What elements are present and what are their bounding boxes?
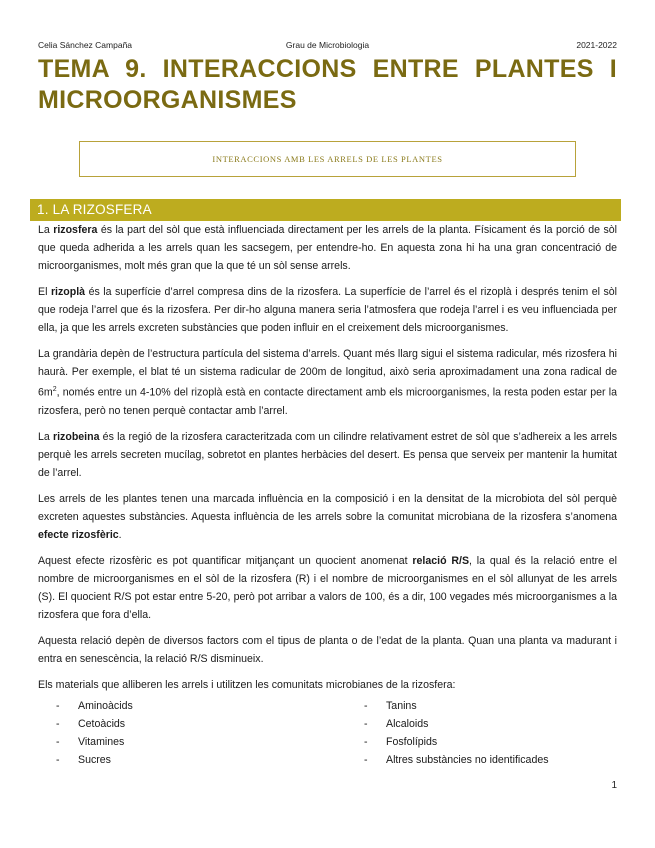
bullet-dash: -: [364, 754, 368, 766]
text-run: La grandària depèn de l’estructura partícula del sistema d’arrels. Quant més llarg sigui el sistema radicular, més rizosfera hi haurà. Per exemple, el blat té un sistema radicular de 200m de longitud, això seria aproximadament una zona radical de 6m: [38, 348, 617, 399]
paragraph-efecte: [38, 490, 617, 544]
list-item: [56, 751, 133, 769]
section-heading: 1. LA RIZOSFERA: [30, 199, 621, 221]
list-item: [56, 733, 133, 751]
list-item: [364, 751, 549, 769]
text-run: és la part del sòl que està influenciada directament per les arrels de la planta. Físicament és la porció de sòl que queda adherida a les arrels quan les sacsegem, per entendre-ho. En aquesta zona hi ha una gran concentració de microorganismes, molt més gran que la que té un sòl sense arrels.: [38, 224, 617, 272]
bullet-dash: -: [56, 754, 60, 766]
page-number: 1: [611, 780, 617, 791]
text-run: Aquest efecte rizosfèric es pot quantificar mitjançant un quocient anomenat: [38, 554, 413, 567]
list-item-text: Altres substàncies no identificades: [386, 754, 549, 766]
text-run: és la regió de la rizosfera caracteritzada com un cilindre relativament estret de sòl que s’adhereix a les arrels perquè les arrels secreten mucílag, sobretot en plantes herbàcies del desert. Es pensa que serveix per mantenir la humitat de l’arrel.: [38, 430, 617, 479]
term-bold: efecte rizosfèric: [38, 528, 119, 541]
list-item-text: Cetoàcids: [78, 718, 126, 730]
text-run: El: [38, 286, 51, 298]
text-run: La: [38, 430, 53, 443]
text-run: .: [118, 528, 122, 541]
paragraph-relacio: [38, 552, 617, 624]
term-bold: relació R/S: [412, 554, 470, 567]
list-item-text: Tanins: [386, 700, 417, 712]
superscript: 2: [52, 386, 57, 393]
header-year: 2021-2022: [576, 40, 617, 50]
document-title: TEMA 9. INTERACCIONS ENTRE PLANTES I MICROORGANISMES: [38, 55, 617, 114]
text-run: , només entre un 4-10% del rizoplà està en contacte directament amb els microorganismes, la resta poden estar per la rizosfera, però no tenen perquè contactar amb l’arrel.: [38, 386, 617, 417]
text-run: La: [38, 224, 54, 236]
list-left: [56, 697, 133, 769]
text-run: , la qual és la relació entre el nombre de microorganismes en el sòl de la rizosfera (R) i el nombre de microorganismes en el sòl allunyat de les arrels (S). El quocient R/S pot estar entre 5-20, però pot arribar a valors de 100, és a dir, 100 vegades més microorganismes a la rizosfera que fora d’ella.: [38, 554, 618, 621]
boxed-heading-text: INTERACCIONS AMB LES ARRELS DE LES PLANTES: [212, 154, 443, 164]
list-right: [364, 697, 549, 769]
list-item: [364, 715, 549, 733]
list-item-text: Aminoàcids: [78, 700, 133, 712]
bullet-dash: -: [364, 718, 368, 730]
paragraph-grandaria: [38, 345, 617, 420]
list-item: [56, 697, 133, 715]
bullet-dash: -: [364, 736, 368, 748]
text-run: Les arrels de les plantes tenen una marcada influència en la composició i en la densitat de la microbiota del sòl perquè excreten aquestes substàncies. Aquesta influència de les arrels sobre la comunitat microbiana de la rizosfera s’anomena: [38, 492, 617, 523]
header-author: Celia Sánchez Campaña: [38, 40, 133, 50]
bullet-dash: -: [56, 700, 60, 712]
list-item-text: Sucres: [78, 754, 111, 766]
text-run: és la superfície d’arrel compresa dins de la rizosfera. La superfície de l’arrel és el rizoplà i després tenim el sòl que rodeja l’arrel que és la rizosfera. Per dir-ho alguna manera seria l’atmosfera que rodeja l’arrel i es veu influenciada per ella, ja que les arrels excreten substàncies que poden influir en el creixement dels microorganismes.: [38, 286, 617, 334]
body-text: [38, 221, 617, 702]
term-bold: rizosfera: [53, 224, 98, 236]
list-item-text: Alcaloids: [386, 718, 429, 730]
bullet-dash: -: [56, 718, 60, 730]
boxed-heading: [79, 141, 576, 177]
term-bold: rizoplà: [50, 286, 86, 298]
paragraph-materials: Els materials que alliberen les arrels i utilitzen les comunitats microbianes de la rizosfera:: [38, 678, 456, 691]
list-item-text: Vitamines: [78, 736, 125, 748]
bullet-dash: -: [56, 736, 60, 748]
term-bold: rizobeina: [52, 430, 100, 443]
paragraph-rizobeina: [38, 428, 617, 482]
paragraph-factors: Aquesta relació depèn de diversos factors com el tipus de planta o de l’edat de la planta. Quan una planta va madurant i entra en senescència, la relació R/S disminueix.: [38, 634, 617, 665]
header-course: Grau de Microbiologia: [285, 40, 370, 50]
paragraph-rizosfera: [38, 221, 617, 275]
list-item: [364, 733, 549, 751]
list-item-text: Fosfolípids: [386, 736, 438, 748]
list-item: [56, 715, 133, 733]
paragraph-rizopla: [38, 283, 617, 337]
page-header: [38, 40, 617, 52]
list-item: [364, 697, 549, 715]
bullet-dash: -: [364, 700, 368, 712]
